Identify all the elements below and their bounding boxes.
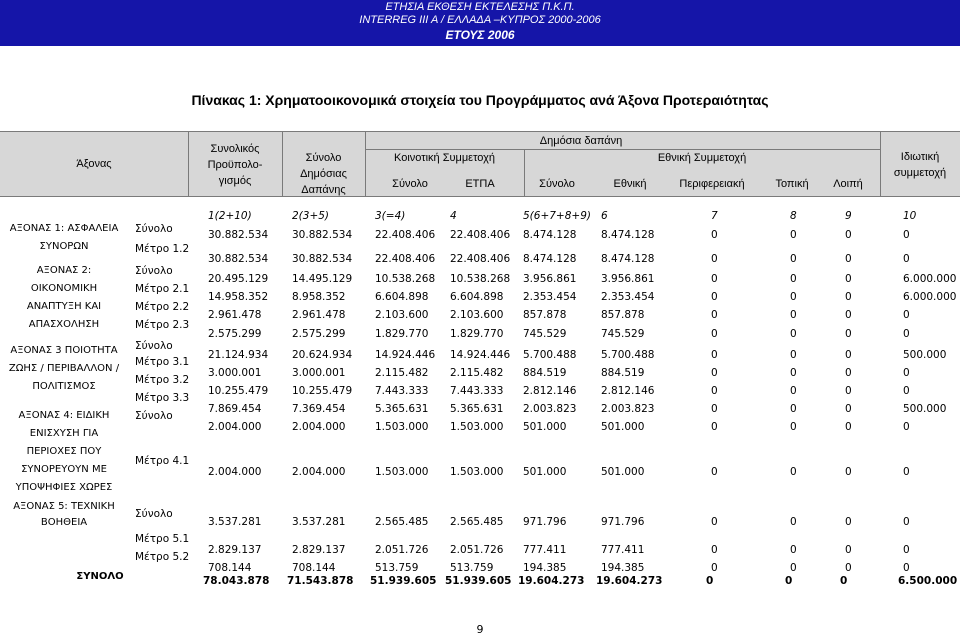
- table-cell: 2.103.600: [450, 309, 504, 321]
- table-cell: 10.538.268: [450, 273, 511, 285]
- table-cell: 501.000: [601, 466, 645, 478]
- measure-label: Μέτρο 2.2: [135, 301, 190, 313]
- table-cell: 0: [790, 291, 797, 303]
- table-cell: 0: [790, 516, 797, 528]
- total-cell: 78.043.878: [203, 575, 270, 587]
- code-cell: 5(6+7+8+9): [523, 210, 591, 222]
- axis-label: ΑΞΟΝΑΣ 4: ΕΙΔΙΚΗ: [18, 410, 110, 421]
- total-cell: 0: [840, 575, 848, 587]
- table-cell: 0: [903, 562, 910, 574]
- table-cell: 0: [903, 328, 910, 340]
- table-cell: 513.759: [375, 562, 419, 574]
- table-cell: 1.503.000: [375, 466, 429, 478]
- table-cell: 0: [711, 328, 718, 340]
- header-national: Εθνική Συμμετοχή: [657, 152, 747, 164]
- header-sub-etpa: ΕΤΠΑ: [465, 178, 495, 190]
- table-cell: 0: [790, 349, 797, 361]
- table-cell: 0: [711, 516, 718, 528]
- table-cell: 0: [711, 385, 718, 397]
- axis-label: ΑΝΑΠΤΥΞΗ ΚΑΙ: [26, 301, 102, 312]
- table-cell: 0: [790, 421, 797, 433]
- table-cell: 2.115.482: [375, 367, 429, 379]
- table-cell: 2.051.726: [450, 544, 504, 556]
- table-cell: 777.411: [601, 544, 645, 556]
- table-cell: 0: [845, 309, 852, 321]
- table-cell: 1.503.000: [450, 421, 504, 433]
- header-community: Κοινοτική Συμμετοχή: [394, 152, 495, 164]
- measure-label: Σύνολο: [135, 223, 173, 235]
- header-budget-2: Προϋπολο-: [207, 159, 263, 171]
- table-cell: 5.700.488: [523, 349, 577, 361]
- banner-line-3: ΕΤΟΥΣ 2006: [445, 28, 515, 42]
- measure-label: Μέτρο 3.3: [135, 392, 190, 404]
- table-cell: 22.408.406: [450, 229, 511, 241]
- total-cell: 19.604.273: [518, 575, 585, 587]
- total-label: ΣΥΝΟΛΟ: [76, 571, 124, 582]
- code-cell: 7: [711, 210, 718, 222]
- table-cell: 6.000.000: [903, 273, 957, 285]
- table-cell: 0: [845, 273, 852, 285]
- header-budget-3: γισμός: [218, 175, 252, 187]
- table-cell: 0: [845, 516, 852, 528]
- table-cell: 8.958.352: [292, 291, 346, 303]
- header-public-spending: Δημόσια δαπάνη: [539, 135, 623, 147]
- table-cell: 0: [790, 367, 797, 379]
- table-cell: 501.000: [601, 421, 645, 433]
- table-cell: 3.956.861: [601, 273, 655, 285]
- table-cell: 8.474.128: [523, 253, 577, 265]
- table-cell: 2.103.600: [375, 309, 429, 321]
- measure-label: Μέτρο 2.1: [135, 283, 190, 295]
- header-public-total-3: Δαπάνης: [301, 184, 346, 196]
- table-cell: 2.565.485: [450, 516, 504, 528]
- table-cell: 2.961.478: [292, 309, 346, 321]
- table-cell: 0: [845, 562, 852, 574]
- table-cell: 500.000: [903, 349, 947, 361]
- axis-label: ΠΕΡΙΟΧΕΣ ΠΟΥ: [26, 446, 102, 457]
- table-cell: 0: [711, 273, 718, 285]
- header-public-total-2: Δημόσιας: [300, 168, 347, 180]
- table-cell: 22.408.406: [450, 253, 511, 265]
- axis-label: ΟΙΚΟΝΟΜΙΚΗ: [30, 283, 98, 294]
- total-cell: 51.939.605: [370, 575, 437, 587]
- table-cell: 777.411: [523, 544, 567, 556]
- table-cell: 14.924.446: [375, 349, 436, 361]
- table-cell: 0: [903, 516, 910, 528]
- table-cell: 0: [790, 544, 797, 556]
- table-cell: 0: [845, 253, 852, 265]
- table-cell: 2.004.000: [208, 466, 262, 478]
- table-cell: 857.878: [523, 309, 567, 321]
- measure-label: Μέτρο 3.1: [135, 356, 190, 368]
- table-cell: 0: [845, 291, 852, 303]
- table-cell: 2.961.478: [208, 309, 262, 321]
- table-cell: 0: [711, 367, 718, 379]
- table-cell: 7.443.333: [375, 385, 429, 397]
- measure-label: Μέτρο 2.3: [135, 319, 190, 331]
- table-cell: 513.759: [450, 562, 494, 574]
- table-cell: 2.812.146: [523, 385, 577, 397]
- table-cell: 2.565.485: [375, 516, 429, 528]
- axis-label: ΑΞΟΝΑΣ 2:: [36, 265, 92, 276]
- table-cell: 0: [790, 466, 797, 478]
- table-cell: 20.624.934: [292, 349, 353, 361]
- table-cell: 0: [790, 385, 797, 397]
- table-cell: 971.796: [523, 516, 567, 528]
- report-banner: [0, 0, 960, 46]
- axis-label: ΠΟΛΙΤΙΣΜΟΣ: [32, 381, 96, 392]
- table-cell: 0: [845, 403, 852, 415]
- header-private-2: συμμετοχή: [893, 167, 947, 179]
- code-cell: 3(=4): [375, 210, 406, 222]
- table-title: Πίνακας 1: Χρηματοοικονομικά στοιχεία του Προγράμματος ανά Άξονα Προτεραιότητας: [191, 92, 769, 108]
- header-sub-other: Λοιπή: [833, 178, 863, 190]
- table-cell: 971.796: [601, 516, 645, 528]
- table-cell: 1.829.770: [450, 328, 504, 340]
- table-cell: 6.000.000: [903, 291, 957, 303]
- table-cell: 2.004.000: [292, 421, 346, 433]
- table-cell: 0: [790, 403, 797, 415]
- header-sub-national: Εθνική: [613, 178, 647, 190]
- code-cell: 8: [790, 210, 797, 222]
- header-sub-total-national: Σύνολο: [539, 178, 575, 190]
- table-cell: 21.124.934: [208, 349, 269, 361]
- banner-line-2: INTERREG III A / ΕΛΛΑΔΑ –ΚΥΠΡΟΣ 2000-2006: [359, 14, 601, 26]
- table-cell: 0: [845, 328, 852, 340]
- table-header: [0, 131, 960, 197]
- header-axes: Άξονας: [76, 158, 112, 170]
- code-cell: 6: [601, 210, 608, 222]
- table-cell: 14.924.446: [450, 349, 511, 361]
- table-cell: 1.829.770: [375, 328, 429, 340]
- table-cell: 745.529: [523, 328, 567, 340]
- axis-label: ΑΞΟΝΑΣ 5: ΤΕΧΝΙΚΗ: [13, 501, 115, 512]
- table-cell: 0: [845, 544, 852, 556]
- table-cell: 20.495.129: [208, 273, 269, 285]
- table-cell: 3.537.281: [208, 516, 262, 528]
- axis-label: ΖΩΗΣ / ΠΕΡΙΒΑΛΛΟΝ /: [8, 363, 120, 374]
- table-cell: 0: [845, 466, 852, 478]
- table-cell: 30.882.534: [292, 229, 353, 241]
- header-sub-local: Τοπική: [775, 178, 809, 190]
- table-cell: 7.369.454: [292, 403, 346, 415]
- code-cell: 10: [903, 210, 917, 222]
- table-cell: 0: [903, 544, 910, 556]
- table-cell: 2.115.482: [450, 367, 504, 379]
- table-cell: 0: [845, 229, 852, 241]
- table-cell: 0: [903, 367, 910, 379]
- table-cell: 0: [903, 466, 910, 478]
- table-cell: 745.529: [601, 328, 645, 340]
- table-cell: 0: [711, 466, 718, 478]
- axis-label: ΑΠΑΣΧΟΛΗΣΗ: [28, 319, 100, 330]
- table-cell: 0: [790, 273, 797, 285]
- table-cell: 30.882.534: [292, 253, 353, 265]
- table-cell: 6.604.898: [450, 291, 504, 303]
- table-cell: 884.519: [523, 367, 567, 379]
- table-cell: 501.000: [523, 421, 567, 433]
- header-private-1: Ιδιωτική: [900, 151, 940, 163]
- code-cell: 9: [845, 210, 852, 222]
- measure-label: Σύνολο: [135, 265, 173, 277]
- table-cell: 1.503.000: [375, 421, 429, 433]
- axis-label: ΣΥΝΟΡΩΝ: [39, 241, 89, 252]
- table-cell: 2.829.137: [292, 544, 346, 556]
- table-cell: 501.000: [523, 466, 567, 478]
- table-cell: 8.474.128: [601, 253, 655, 265]
- table-cell: 0: [903, 385, 910, 397]
- axis-label: ΕΝΙΣΧΥΣΗ ΓΙΑ: [29, 428, 99, 439]
- table-cell: 2.575.299: [292, 328, 346, 340]
- total-cell: 71.543.878: [287, 575, 354, 587]
- table-cell: 884.519: [601, 367, 645, 379]
- table-cell: 0: [790, 328, 797, 340]
- header-budget-1: Συνολικός: [210, 143, 260, 155]
- table-cell: 10.538.268: [375, 273, 436, 285]
- header-sub-total-community: Σύνολο: [392, 178, 428, 190]
- table-cell: 2.003.823: [523, 403, 577, 415]
- table-cell: 0: [711, 349, 718, 361]
- page-number: 9: [476, 623, 484, 636]
- table-cell: 30.882.534: [208, 229, 269, 241]
- measure-label: Μέτρο 5.2: [135, 551, 190, 563]
- axis-label: ΒΟΗΘΕΙΑ: [40, 517, 88, 528]
- banner-line-1: ΕΤΗΣΙΑ ΕΚΘΕΣΗ ΕΚΤΕΛΕΣΗΣ Π.Κ.Π.: [385, 1, 575, 13]
- code-cell: 1(2+10): [208, 210, 252, 222]
- table-cell: 1.503.000: [450, 466, 504, 478]
- table-cell: 3.000.001: [292, 367, 346, 379]
- table-cell: 2.812.146: [601, 385, 655, 397]
- measure-label: Σύνολο: [135, 340, 173, 352]
- table-cell: 3.956.861: [523, 273, 577, 285]
- table-cell: 6.604.898: [375, 291, 429, 303]
- table-cell: 0: [711, 562, 718, 574]
- total-cell: 0: [706, 575, 714, 587]
- header-public-total-1: Σύνολο: [305, 152, 342, 164]
- table-cell: 2.353.454: [601, 291, 655, 303]
- axis-label: ΣΥΝΟΡΕΥΟΥΝ ΜΕ: [21, 464, 107, 475]
- table-cell: 0: [903, 309, 910, 321]
- table-cell: 30.882.534: [208, 253, 269, 265]
- table-cell: 2.353.454: [523, 291, 577, 303]
- table-cell: 0: [790, 253, 797, 265]
- header-sub-regional: Περιφερειακή: [679, 178, 745, 190]
- table-cell: 0: [903, 229, 910, 241]
- table-cell: 5.365.631: [450, 403, 504, 415]
- table-cell: 708.144: [292, 562, 336, 574]
- table-cell: 8.474.128: [601, 229, 655, 241]
- total-cell: 0: [785, 575, 793, 587]
- table-cell: 0: [845, 367, 852, 379]
- table-cell: 0: [903, 253, 910, 265]
- table-cell: 2.051.726: [375, 544, 429, 556]
- table-cell: 857.878: [601, 309, 645, 321]
- measure-label: Μέτρο 4.1: [135, 455, 190, 467]
- table-cell: 0: [711, 421, 718, 433]
- table-cell: 2.003.823: [601, 403, 655, 415]
- axis-label: ΑΞΟΝΑΣ 1: ΑΣΦΑΛΕΙΑ: [9, 223, 119, 234]
- table-cell: 22.408.406: [375, 229, 436, 241]
- measure-label: Σύνολο: [135, 410, 173, 422]
- table-cell: 5.700.488: [601, 349, 655, 361]
- table-cell: 0: [711, 403, 718, 415]
- table-cell: 14.958.352: [208, 291, 269, 303]
- measure-label: Μέτρο 3.2: [135, 374, 190, 386]
- table-cell: 8.474.128: [523, 229, 577, 241]
- table-cell: 7.869.454: [208, 403, 262, 415]
- table-cell: 2.829.137: [208, 544, 262, 556]
- table-cell: 10.255.479: [208, 385, 269, 397]
- table-cell: 0: [711, 309, 718, 321]
- table-cell: 194.385: [601, 562, 645, 574]
- measure-label: Σύνολο: [135, 508, 173, 520]
- table-cell: 3.000.001: [208, 367, 262, 379]
- table-cell: 0: [790, 309, 797, 321]
- total-cell: 6.500.000: [898, 575, 958, 587]
- table-cell: 0: [711, 291, 718, 303]
- table-cell: 0: [790, 562, 797, 574]
- table-cell: 0: [845, 349, 852, 361]
- table-cell: 0: [845, 421, 852, 433]
- axis-label: ΑΞΟΝΑΣ 3 ΠΟΙΟΤΗΤΑ: [10, 345, 118, 356]
- table-cell: 2.004.000: [292, 466, 346, 478]
- table-cell: 500.000: [903, 403, 947, 415]
- axis-label: ΥΠΟΨΗΦΙΕΣ ΧΩΡΕΣ: [15, 482, 113, 493]
- table-cell: 0: [711, 544, 718, 556]
- table-cell: 2.575.299: [208, 328, 262, 340]
- table-cell: 0: [790, 229, 797, 241]
- total-cell: 51.939.605: [445, 575, 512, 587]
- table-cell: 14.495.129: [292, 273, 353, 285]
- table-cell: 22.408.406: [375, 253, 436, 265]
- code-cell: 4: [450, 210, 457, 222]
- measure-label: Μέτρο 5.1: [135, 533, 190, 545]
- code-cell: 2(3+5): [292, 210, 330, 222]
- table-cell: 708.144: [208, 562, 252, 574]
- table-cell: 3.537.281: [292, 516, 346, 528]
- table-cell: 10.255.479: [292, 385, 353, 397]
- table-cell: 0: [845, 385, 852, 397]
- table-cell: 0: [711, 229, 718, 241]
- table-cell: 7.443.333: [450, 385, 504, 397]
- table-cell: 5.365.631: [375, 403, 429, 415]
- table-cell: 2.004.000: [208, 421, 262, 433]
- table-cell: 0: [903, 421, 910, 433]
- table-cell: 194.385: [523, 562, 567, 574]
- total-cell: 19.604.273: [596, 575, 663, 587]
- table-cell: 0: [711, 253, 718, 265]
- measure-label: Μέτρο 1.2: [135, 243, 190, 255]
